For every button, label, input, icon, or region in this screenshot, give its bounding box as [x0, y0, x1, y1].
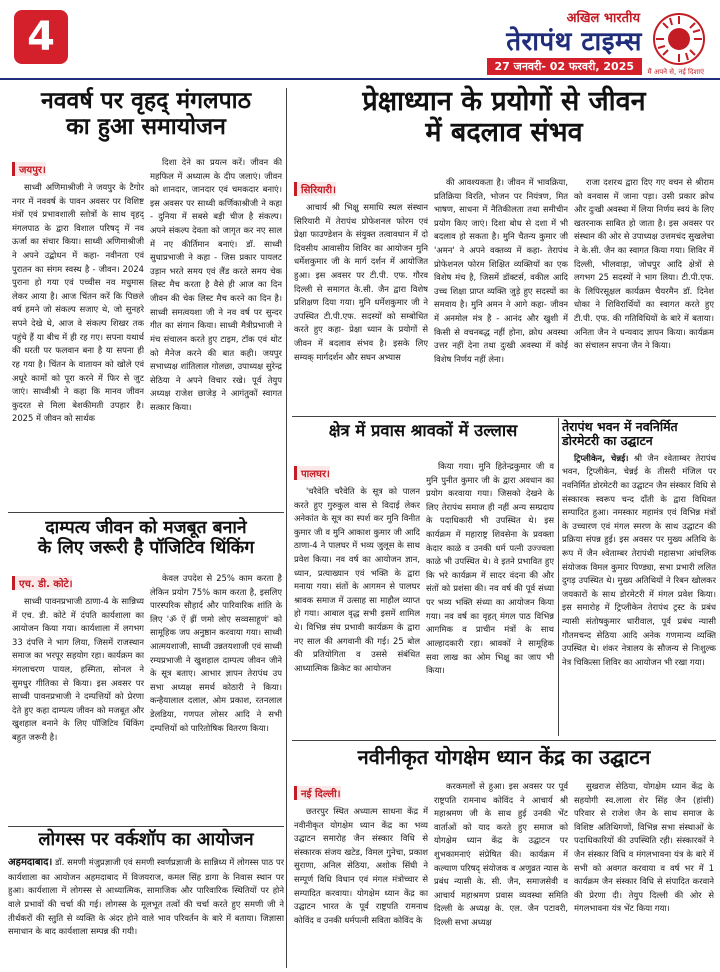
title-line: में बदलाव संभव: [425, 117, 583, 149]
article-title: [562, 420, 716, 449]
article-text: आचार्य श्री भिक्षु समाधि स्थल संस्थान सिरियारी में तेरापंथ प्रोफेशनल फोरम एवं प्रेक्षा फाउण्डेशन के संयुक्त तत्वावधान में दो दिवसीय आवासीय शिविर का आयोजन मुनि धर्मेशकुमार जी के मार्ग दर्शन में आयोजित हुआ। इस अवसर पर टी.पी. एफ. गौरव दिल्ली से समागत के.सी. जैन द्वारा विशेष प्रशिक्षण दिया गया। मुनि धर्मेशकुमार जी ने उपस्थित टी.पी.एफ. सदस्यों को सम्बोधित करते हुए कहा- प्रेक्षा ध्यान के प्रयोगों से जीवन में बदलाव संभव है। इसके लिए सम्यक् मार्गदर्शन और सघन अभ्यास: [294, 202, 428, 362]
brand-tagline: मैं अपने से, नई दिशाएं: [647, 68, 704, 76]
article-text: की आवश्यकता है। जीवन में भावक्रिया, प्रतिक्रिया विरति, भोजन पर नियंत्रण, मित भाषण, साधना में नैतिकीलता तथा समीचीन प्रयोग किए जाएं। दिशा बोध से दशा में भी बदलाव हो सकता है। मुनि चैतन्य कुमार जी 'अमन' ने अपने वक्तव्य में कहा- तेरापंथ प्रोफेशनल फोरम शिक्षित व्यक्तियों का एक विशेष मंच है, जिसमें डॉक्टर्स, वकील आदि उच्च शिक्षा प्राप्त व्यक्ति जुड़े हुए सदस्यों का समवाय है। मुनि अमन ने आगे कहा- जीवन में अनमोल मंत्र है - आनंद और खुशी में किसी से वचनबद्ध नहीं होना, क्रोध अवस्था उत्तर नहीं देना तथा दुःखी अवस्था में कोई विशेष निर्णय नहीं लेना।: [434, 177, 568, 364]
article-title: [8, 88, 284, 141]
article-preksha-col1: [294, 178, 428, 415]
article-yogakshema: [292, 746, 716, 769]
column-divider: [286, 88, 287, 968]
brand-pre-title: अखिल भारतीय: [566, 11, 640, 26]
article-text: करकमलों से हुआ। इस अवसर पर पूर्व राष्ट्रपति रामनाथ कोविंद ने आचार्य श्री महाश्रमण जी के साथ हुई उनकी भेंट वार्ताओं को याद करते हुए समाज को योगक्षेम ध्यान केंद्र के उद्घाटन पर शुभकामनाएं संप्रेषित की। कार्यक्रम में कल्याण परिषद् संयोजक व अणुव्रत न्यास के प्रबंध न्यासी के. सी. जैन, समाजसेवी व आचार्य महाश्रमण प्रवास व्यवस्था समिति दिल्ली के अध्यक्ष के. एल. जैन पटावरी, दिल्ली सभा अध्यक्ष: [434, 781, 568, 928]
sun-logo-icon: [652, 12, 706, 66]
title-line: दाम्पत्य जीवन को मजबूत बनाने: [45, 518, 247, 538]
article-preksha-dhyan: [292, 86, 716, 148]
article-couples-col1: [12, 572, 144, 831]
dateline: अहमदाबाद।: [8, 856, 53, 868]
article-palghar-col2: [426, 460, 554, 734]
article-text: साध्वी अणिमाश्रीजी ने जयपुर के टैगोर नगर में नववर्ष के पावन अवसर पर विशिष्ट मंत्रों एवं प्रभावशाली स्तोत्रों के साथ वृहद् मंगलपाठ के द्वारा विशाल परिषद् में नव ऊर्जा का संचार किया। साध्वी अणिमाश्रीजी ने अपने उद्बोधन में कहा- नवीनता एवं पुरातन का संगम स्वस्थ है - जीवन। 2024 पुराना हो गया एवं पच्चीस नव मधुमास लेकर आया है। आज चिंतन करें कि पिछले वर्ष हमने जो संकल्प सजाए थे, जो सुनहरे सपने देखे थे, आज वे संकल्प शिखर तक पहुंचे हैं या बीच में ही रह गए। सपना यथार्थ की धरती पर फलवान बना है या सपना ही रह गया है। चिंतन के वातायन को खोले एवं अधूरे कामों को पूरा करने में फिर से जुट जाएं। साध्वीश्री ने कहा कि मानव जीवन कुदरत से मिला बेशकीमती उपहार है। 2025 में जीवन को सार्थक: [12, 182, 144, 424]
article-divider: [292, 416, 716, 417]
title-line: प्रेक्षाध्यान के प्रयोगों से जीवन: [362, 86, 646, 117]
article-palghar-visit: [292, 422, 554, 441]
article-preksha-col3: [574, 176, 714, 410]
dateline: ट्रिप्लीकेन, चेन्नई।: [574, 452, 629, 463]
article-divider: [8, 512, 284, 513]
column-divider: [558, 418, 559, 736]
article-yogakshema-col1: [294, 782, 428, 972]
article-title: नवीनीकृत योगक्षेम ध्यान केंद्र का उद्घाटन: [357, 745, 651, 769]
dateline: पालघर।: [294, 466, 330, 480]
article-new-year: [8, 88, 284, 141]
article-divider: [8, 826, 284, 827]
article-title: लोगस्स पर वर्कशॉप का आयोजन: [38, 829, 254, 850]
title-line: नववर्ष पर वृहद् मंगलपाठ: [40, 87, 252, 114]
page-number: 4: [14, 10, 68, 64]
article-text: श्री जैन श्वेताम्बर तेरापंथ भवन, ट्रिप्लीकेन, चेन्नई के तीसरी मंजिल पर नवनिर्मित डोरमेटरी का उद्घाटन जैन संस्कार विधि से संस्कारक स्वरूप चन्द दाँती के द्वारा विधिवत सम्पादित हुआ। नमस्कार महामंत्र एवं विभिन्न मंत्रों के उच्चारण एवं मंगल स्मरण के साथ उद्घाटन की प्रक्रिया संपन्न हुई। इस अवसर पर मुख्य अतिथि के रूप में जैन श्वेताम्बर तेरापंथी महासभा आंचलिक संयोजक विमल कुमार पिण्ड्या, सभा प्रभारी ललित दुगड़ उपस्थित थे। मुख्य अतिथियों ने रिबन खोलकर जयकारों के साथ डोरमेटरी में मंगल प्रवेश किया। इस समारोह में ट्रिप्लीकेन तेरापंथ ट्रस्ट के प्रबंध न्यासी संतोषकुमार धारीवाल, पूर्व प्रबंध न्यासी गौतमचन्द सेठिया आदि अनेक गणमान्य व्यक्ति उपस्थित थे। शंकर नेत्रालय के सौजन्य से निःशुल्क नेत्र चिकित्सा शिविर का आयोजन भी रखा गया।: [562, 452, 716, 667]
article-new-year-col1: [12, 158, 144, 517]
article-new-year-col2: [150, 156, 282, 508]
article-title: [292, 86, 716, 148]
dateline: एच. डी. कोटे।: [12, 576, 72, 590]
article-text: डॉ. समणी मंजुप्रज्ञाजी एवं समणी स्वर्णप्रज्ञाजी के सान्निध्य में लोगस्स पाठ पर कार्यशाला का आयोजन अहमदाबाद में विजयराज, कमल सिंह डागा के निवास स्थान पर हुआ। कार्यशाला में लोगस्स से आध्यात्मिक, सामाजिक और पारिवारिक स्थितियों पर होने वाले प्रभावों की चर्चा की गई। लोगस्स के मूलभूत तत्वों की चर्चा करते हुए समणी जी ने तीर्थंकरों की स्तुति से व्यक्ति के अंदर होने वाले भाव परिवर्तन के बारे में बताया। जिज्ञासा समाधान के बाद कार्यशाला सम्पन्न की गयी।: [8, 856, 284, 937]
article-palghar-col1: [294, 462, 420, 741]
article-yogakshema-col2: [434, 780, 568, 966]
article-couples-col2: [150, 572, 282, 822]
article-dormitory: [562, 420, 716, 728]
article-title: क्षेत्र में प्रवास श्रावकों में उल्लास: [328, 421, 518, 440]
article-yogakshema-col3: [574, 780, 714, 966]
article-text: 'चरैवेति चरैवेति के सूत्र को पालन करते हुए गुरुकुल वास से विदाई लेकर अनेकांत के सूत्र का स्पर्श कर मुनि विनीत कुमार जी व मुनि आकाश कुमार जी आदि ठाणा-4 ने पालघर में भव्य जुलूस के साथ प्रवेश किया। नव वर्ष का आयोजन ज्ञान, ध्यान, प्रत्याख्यान एवं भक्ति के द्वारा मनाया गया। संतों के आगमन से पालघर श्रावक समाज में उत्साह सा माहौल व्याप्त हो गया। आबाल वृद्ध सभी इसमें शामिल थे। विभिन्न संघ प्रभावी कार्यक्रम के द्वारा नए साल की अगवानी की गई। 25 बोल की प्रतियोगिता व उससे संबंधित आध्यात्मिक क्रिकेट का आयोजन: [294, 486, 420, 673]
dateline: सिरियारी।: [294, 182, 336, 196]
article-text: राजा दशरथ द्वारा दिए गए वचन से श्रीराम को वनवास में जाना पड़ा। उसी प्रकार क्रोध और दुःखी अवस्था में लिया निर्णय स्वयं के लिए खतरनाक साबित हो जाता है। इस अवसर पर संस्थान की ओर से उपाध्यक्ष उत्तमचंद सुखलेचा ने के.सी. जैन का स्वागत किया गया। शिविर में दिल्ली, भीलवाड़ा, जोधपुर आदि क्षेत्रों से लगभग 25 सदस्यों ने भाग लिया। टी.पी.एफ. के लिपिरसूक्षल कार्यक्रम चैयरमैन डॉ. दिनेश धोका ने शिविरार्थियों का स्वागत करते हुए टी.पी. एफ. की गतिविधियों के बारे में बताया। अनिता जैन ने धन्यवाद ज्ञापन किया। कार्यक्रम का संचालन सपना जैन ने किया।: [574, 177, 714, 351]
title-line: तेरापंथ भवन में नवनिर्मित: [562, 419, 678, 434]
article-text: साध्वी पावनप्रभाजी ठाणा-4 के सान्निध्य में एच. डी. कोटे में दंपति कार्यशाला का आयोजन किया गया। कार्यशाला में लगभग 33 दंपत्ति ने भाग लिया, जिसमें राजस्थान समाज का भरपूर सहयोग रहा। कार्यक्रम का मंगलाचरण पायल, हस्मिता, सोनल ने सुमधुर गीतिका से किया। इस अवसर पर साध्वी पावनप्रभाजी ने दम्पत्तियों को प्रेरणा देते हुए कहा दाम्पत्य जीवन को मजबूत और खुशहाल बनाने के लिए पॉजिटिव थिंकिंग बहुत जरूरी है।: [12, 596, 144, 743]
article-divider: [292, 740, 716, 741]
article-couples-workshop: [8, 518, 284, 558]
masthead-rule: [0, 78, 720, 80]
dateline: जयपुर।: [12, 162, 46, 176]
newspaper-title: तेरापंथ टाइम्स: [506, 27, 642, 57]
article-text: छतरपुर स्थित अध्यात्म साधना केंद्र में नवीनीकृत योगक्षेम ध्यान केंद्र का भव्य उद्घाटन समारोह जैन संस्कार विधि से संस्कारक संजय खटेड, विमल गुनेचा, प्रकाश सुराणा, अनिल सेठिया, अशोक सिंघी ने सम्पूर्ण विधि विधान एवं मंगल मंत्रोच्चार से सम्पादित करवाया। योगक्षेम ध्यान केंद्र का उद्घाटन भारत के पूर्व राष्ट्रपति रामनाथ कोविंद व उनकी धर्मपत्नी सविता कोविंद के: [294, 806, 428, 925]
masthead: [0, 0, 720, 80]
article-title: [8, 518, 284, 558]
article-logassa-workshop: [8, 830, 284, 967]
title-line: का हुआ समायोजन: [66, 113, 226, 141]
title-line: डोरमेटरी का उद्घाटन: [562, 433, 653, 449]
article-text: किया गया। मुनि हितेन्द्रकुमार जी व मुनि पुनीत कुमार जी के द्वारा अवधान का प्रयोग करवाया गया। जिसको देखने के लिए तेरापंथ समाज ही नहीं अन्य सम्प्रदाय के पदाधिकारी भी उपस्थित थे। इस कार्यक्रम में महाराष्ट्र शिवसेना के प्रवक्ता केदार काळे व उनकी धर्म पत्नी उज्ज्वला काळे भी उपस्थित थे। वे इतने प्रभावित हुए कि भरे कार्यक्रम में सादर वंदना की और संतों को प्रशंसा की। नव वर्ष की पूर्व संध्या पर भव्य भक्ति संध्या का आयोजन किया गया। नव वर्ष का वृहत् मंगल पाठ विभिन्न आगमिक व प्राचीन मंत्रों के साथ आल्हादकारी रहा। श्रावकों ने सामूहिक सवा लाख का ओम भिक्षु का जाप भी किया।: [426, 461, 554, 676]
title-line: के लिए जरूरी है पॉजिटिव थिंकिंग: [37, 538, 255, 559]
article-text: सुखराज सेठिया, योगक्षेम ध्यान केंद्र के सहयोगी स्व.लाला शेर सिंह जैन (हांसी) परिवार से राजेश जैन के साथ समाज के विशिष्ट अतिथिगणों, विभिन्न सभा संस्थाओं के पदाधिकारियों की उपस्थिति रही। संस्कारकों ने जैन संस्कार विधि व मंगलभावना यंत्र के बारे में सभी को अवगत करवाया व वर्ष भर में 1 कार्यक्रम जैन संस्कार विधि से संपादित करवाने की प्रेरणा दी। तेयुप दिल्ली की ओर से मंगलभावना यंत्र भेंट किया गया।: [574, 781, 714, 914]
article-preksha-col2: [434, 176, 568, 410]
article-text: केवल उपदेश से 25% काम करता है लेकिन प्रयोग 75% काम करता है, इसलिए पारस्परिक सौहार्द और पारिवारिक शांति के लिए 'ॐ ऐं ह्रीं णमो लोए सव्वसाहूणं' को सामूहिक जप अनुष्ठान करवाया गया। साध्वी आत्मयशाजी, साध्वी उन्नतयशाजी एवं साध्वी रम्यप्रभाजी ने खुशहाल दाम्पत्य जीवन जीने के सूत्र बताए। आभार ज्ञापन तेरापंथ उप सभा अध्यक्ष समर्थ कोठारी ने किया। कन्हैयालाल दलाल, ओम प्रकाश, रतनलाल डेलडिया, गणपत लोसर आदि ने सभी दम्पत्तियों को पारितोषिक वितरण किया।: [150, 573, 282, 733]
article-text: दिशा देने का प्रयत्न करें। जीवन की महफिल में अध्यात्म के दीप जलाएं। जीवन को शानदार, जानदार एवं चमकदार बनाएं। इस अवसर पर साध्वी कर्णिकाश्रीजी ने कहा - दुनिया में सबसे बड़ी चीज है संकल्प। अपने संकल्प देवता को जागृत कर नए साल में नए कीर्तिमान बनाएं। डॉ. साध्वी सुधाप्रभाजी ने कहा - जिस प्रकार पायलट उड़ान भरते समय एवं लैंड करते समय चेक लिस्ट मैच करता है वैसे ही आज का दिन जीवन की चेक लिस्ट मैच करने का दिन है। साध्वी समत्वयशा जी ने नव वर्ष पर सुन्दर गीत का संगान किया। साध्वी मैत्रीप्रभाजी ने मंच संचालन करते हुए टाइम, टॉक एवं थोट को मैनेज करने की बात कही। जयपुर सभाध्यक्ष शांतिलाल गोलछा, उपाध्यक्ष सुरेन्द्र सेठिया ने अपने विचार रखे। पूर्व तेयुप अध्यक्ष राजेश छाजेड़ ने आगंतुकों स्वागत सत्कार किया।: [150, 157, 282, 412]
dateline: नई दिल्ली।: [294, 786, 341, 800]
issue-date: 27 जनवरी- 02 फरवरी, 2025: [487, 58, 642, 75]
newspaper-brand: [420, 8, 710, 74]
